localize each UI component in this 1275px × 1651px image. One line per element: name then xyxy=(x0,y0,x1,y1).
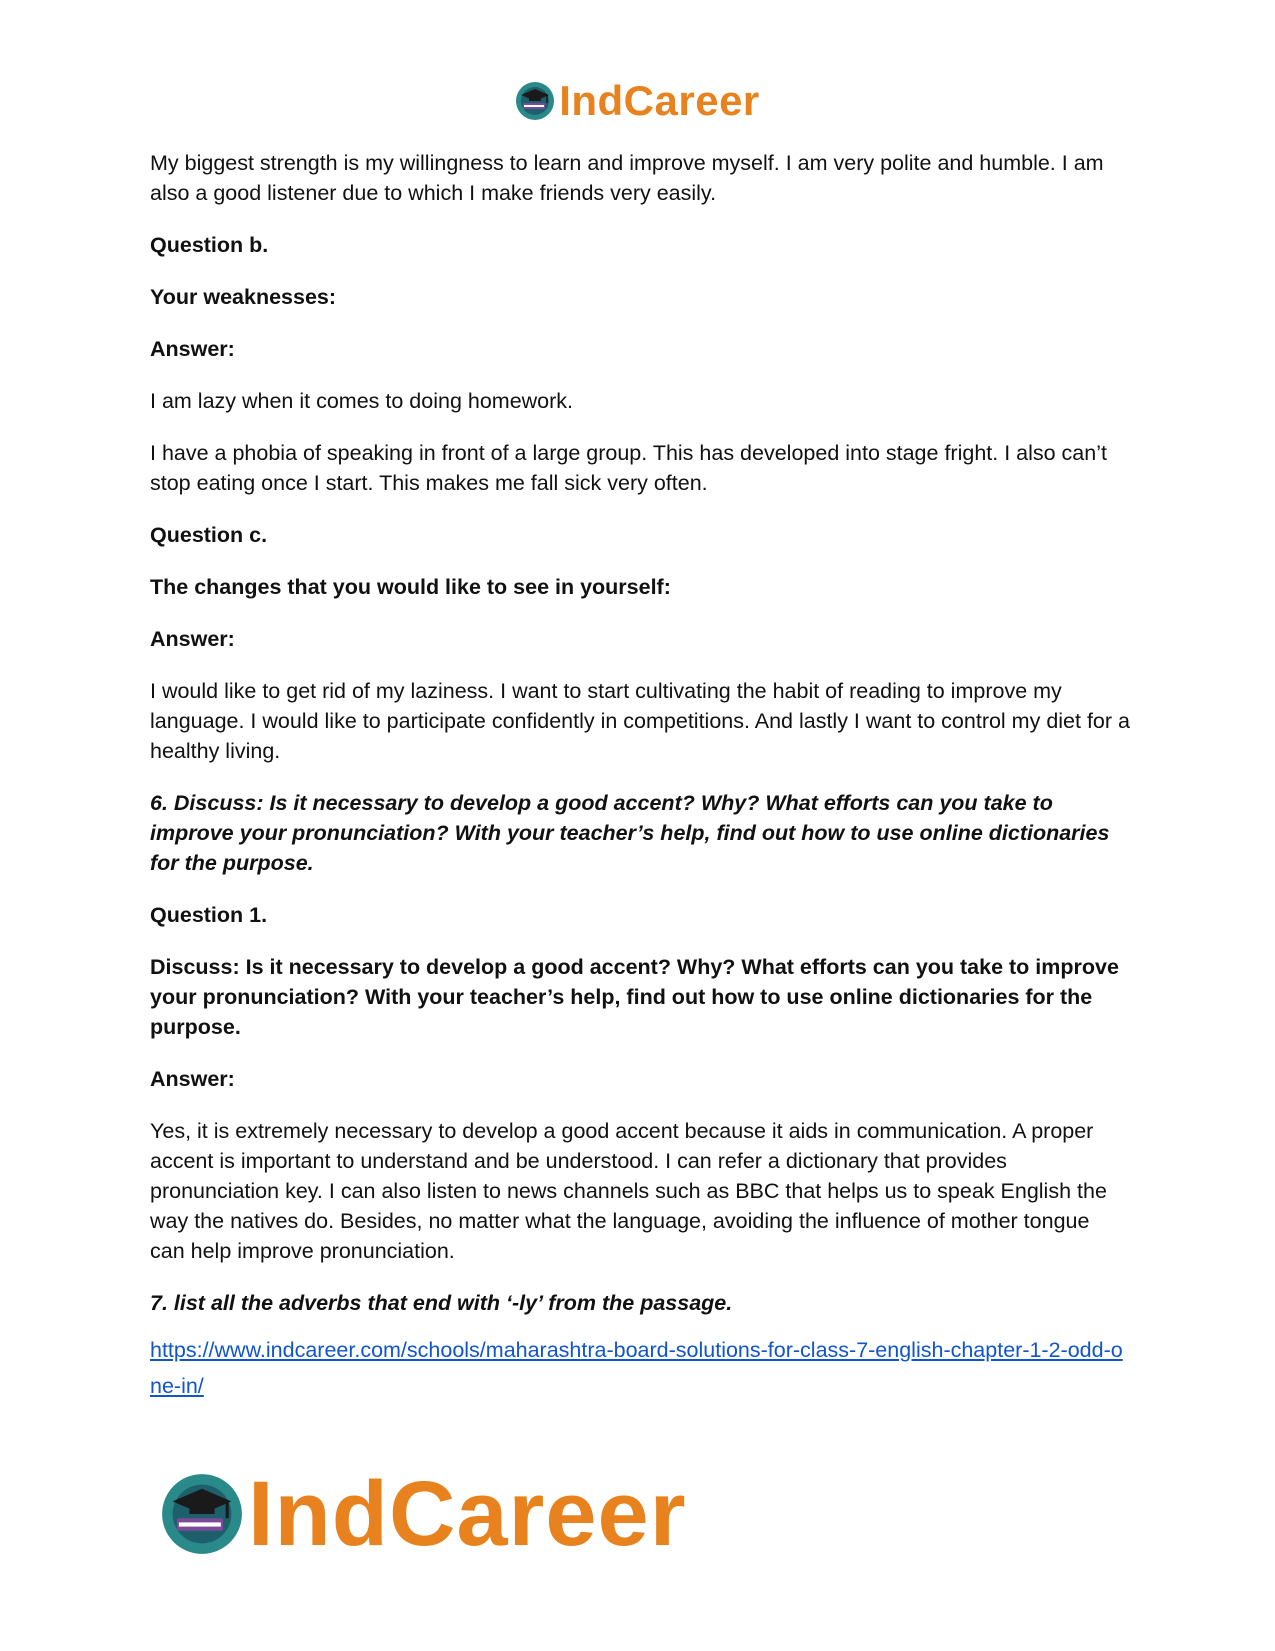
brand-name: IndCareer xyxy=(248,1463,687,1565)
question-b-answer-paragraph-1: I am lazy when it comes to doing homework. xyxy=(150,389,574,413)
question-c-label: Question c. xyxy=(150,523,268,547)
question-b-label: Question b. xyxy=(150,233,269,257)
header-logo xyxy=(0,77,1275,124)
brand-name: IndCareer xyxy=(559,77,760,124)
question-1-answer-paragraph: Yes, it is extremely necessary to develop a good accent because it aids in communication. A proper accent is important to understand and be understood. I can refer a dictionary that provides pronunciation key. I can also listen to news channels such as BBC that helps us to speak English the way the natives do. Besides, no matter what the language, avoiding the influence of mother tongue can help improve pronunciation. xyxy=(150,1119,1107,1263)
question-b-answer-label: Answer: xyxy=(150,337,235,361)
question-b-text: Your weaknesses: xyxy=(150,285,337,309)
question-c-answer-paragraph: I would like to get rid of my laziness. I want to start cultivating the habit of reading to improve my language. I would like to participate confidently in competitions. And lastly I want to control my diet for a healthy living. xyxy=(150,679,1130,763)
question-1-answer-label: Answer: xyxy=(150,1067,235,1091)
question-1-label: Question 1. xyxy=(150,903,268,927)
question-c-answer-label: Answer: xyxy=(150,627,235,651)
footer-logo xyxy=(160,1463,687,1565)
graduation-cap-book-icon xyxy=(515,81,555,121)
section-7-heading: 7. list all the adverbs that end with ‘-ly’ from the passage. xyxy=(150,1291,733,1315)
question-b-answer-paragraph-2: I have a phobia of speaking in front of a large group. This has developed into stage fright. I also can’t stop eating once I start. This makes me fall sick very often. xyxy=(150,441,1107,495)
graduation-cap-book-icon xyxy=(160,1472,244,1556)
question-1-text: Discuss: Is it necessary to develop a good accent? Why? What efforts can you take to improve your pronunciation? With your teacher’s help, find out how to use online dictionaries for the purpose. xyxy=(150,955,1119,1039)
section-6-heading: 6. Discuss: Is it necessary to develop a good accent? Why? What efforts can you take to improve your pronunciation? With your teacher’s help, find out how to use online dictionaries for the purpose. xyxy=(150,791,1110,875)
strength-answer-paragraph: My biggest strength is my willingness to learn and improve myself. I am very polite and humble. I am also a good listener due to which I make friends very easily. xyxy=(150,151,1104,205)
document-body xyxy=(150,148,1130,1404)
indcareer-solutions-link[interactable]: https://www.indcareer.com/schools/maharashtra-board-solutions-for-class-7-english-chapter-1-2-odd-one-in/ xyxy=(150,1338,1123,1398)
question-c-text: The changes that you would like to see in yourself: xyxy=(150,575,671,599)
